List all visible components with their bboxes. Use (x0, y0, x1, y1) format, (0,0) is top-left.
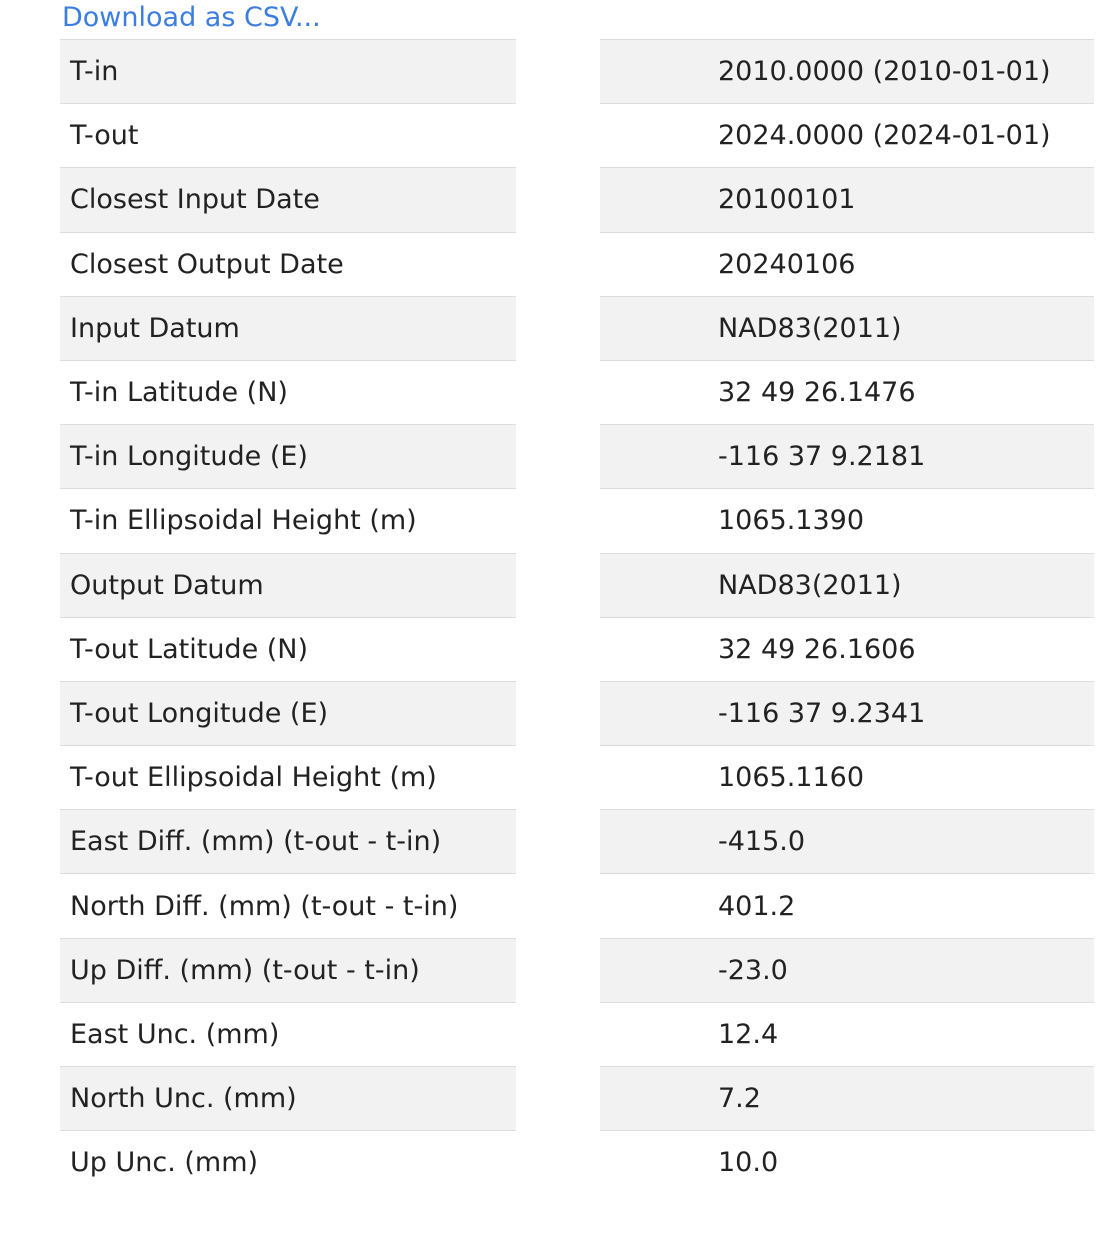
value-cell: -23.0 (600, 938, 1094, 1002)
label-cell: Output Datum (60, 553, 516, 617)
label-cell: North Diff. (mm) (t-out - t-in) (60, 873, 516, 937)
download-csv-link[interactable]: Download as CSV... (62, 2, 321, 33)
value-cell: -415.0 (600, 809, 1094, 873)
value-cell: 401.2 (600, 873, 1094, 937)
label-cell: Closest Input Date (60, 167, 516, 231)
label-cell: Up Diff. (mm) (t-out - t-in) (60, 938, 516, 1002)
label-cell: Closest Output Date (60, 232, 516, 296)
label-cell: East Unc. (mm) (60, 1002, 516, 1066)
value-cell: 7.2 (600, 1066, 1094, 1130)
results-label-column (60, 39, 516, 1194)
value-cell: 20100101 (600, 167, 1094, 231)
value-cell: -116 37 9.2341 (600, 681, 1094, 745)
label-cell: T-in Latitude (N) (60, 360, 516, 424)
value-cell: 32 49 26.1476 (600, 360, 1094, 424)
label-cell: Up Unc. (mm) (60, 1130, 516, 1194)
value-cell: -116 37 9.2181 (600, 424, 1094, 488)
value-cell: 20240106 (600, 232, 1094, 296)
value-cell: 32 49 26.1606 (600, 617, 1094, 681)
label-cell: T-out Latitude (N) (60, 617, 516, 681)
label-cell: T-out (60, 103, 516, 167)
value-cell: 10.0 (600, 1130, 1094, 1194)
label-cell: East Diff. (mm) (t-out - t-in) (60, 809, 516, 873)
value-cell: 2024.0000 (2024-01-01) (600, 103, 1094, 167)
results-value-column (600, 39, 1094, 1194)
label-cell: T-in Longitude (E) (60, 424, 516, 488)
value-cell: 12.4 (600, 1002, 1094, 1066)
label-cell: T-out Ellipsoidal Height (m) (60, 745, 516, 809)
label-cell: North Unc. (mm) (60, 1066, 516, 1130)
label-cell: T-in Ellipsoidal Height (m) (60, 488, 516, 552)
label-cell: T-out Longitude (E) (60, 681, 516, 745)
value-cell: 2010.0000 (2010-01-01) (600, 39, 1094, 103)
label-cell: Input Datum (60, 296, 516, 360)
value-cell: 1065.1160 (600, 745, 1094, 809)
value-cell: NAD83(2011) (600, 553, 1094, 617)
label-cell: T-in (60, 39, 516, 103)
value-cell: 1065.1390 (600, 488, 1094, 552)
value-cell: NAD83(2011) (600, 296, 1094, 360)
